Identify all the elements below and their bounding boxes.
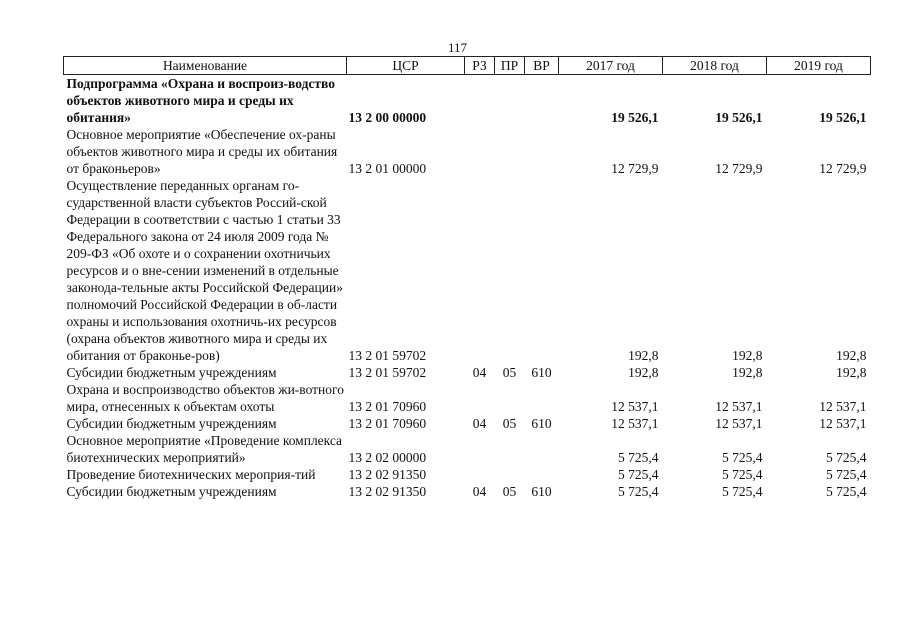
row-2017: 5 725,4 (618, 450, 659, 465)
header-vr: ВР (525, 57, 559, 75)
row-pr (495, 177, 525, 364)
row-2019: 192,8 (836, 365, 867, 380)
page-number: 117 (448, 40, 468, 55)
row-vr (525, 381, 559, 415)
row-rz: 04 (472, 484, 487, 499)
row-2019: 12 537,1 (819, 399, 867, 414)
budget-table (63, 56, 871, 500)
row-2019: 192,8 (836, 348, 867, 363)
row-2018: 192,8 (732, 365, 763, 380)
header-2019: 2019 год (767, 57, 871, 75)
row-2017: 12 729,9 (611, 161, 659, 176)
table-row (64, 483, 871, 500)
row-2018: 12 537,1 (715, 399, 763, 414)
table-row (64, 364, 871, 381)
row-vr (525, 177, 559, 364)
header-2018: 2018 год (663, 57, 767, 75)
row-rz (465, 177, 495, 364)
row-pr (495, 381, 525, 415)
row-2017: 192,8 (628, 365, 659, 380)
row-pr (495, 126, 525, 177)
row-vr: 610 (531, 416, 552, 431)
row-rz: 04 (472, 365, 487, 380)
row-name: Субсидии бюджетным учреждениям (66, 365, 277, 380)
row-csr: 13 2 02 91350 (348, 484, 427, 499)
table-row (64, 415, 871, 432)
header-csr: ЦСР (347, 57, 465, 75)
row-pr (495, 75, 525, 127)
table-row (64, 75, 871, 127)
row-2019: 12 537,1 (819, 416, 867, 431)
row-2019: 5 725,4 (826, 484, 867, 499)
row-pr (495, 466, 525, 483)
row-2017: 19 526,1 (611, 110, 659, 125)
table-header (64, 57, 871, 75)
row-2018: 5 725,4 (722, 484, 763, 499)
row-2017: 12 537,1 (611, 399, 659, 414)
row-vr (525, 466, 559, 483)
row-vr (525, 432, 559, 466)
row-vr (525, 75, 559, 127)
row-csr: 13 2 01 70960 (348, 399, 427, 414)
row-rz (465, 126, 495, 177)
row-2019: 12 729,9 (819, 161, 867, 176)
row-name: Основное мероприятие «Обеспечение ох-раны объектов животного мира и среды их обитания от браконьеров» (66, 127, 338, 176)
row-rz (465, 466, 495, 483)
row-2019: 5 725,4 (826, 467, 867, 482)
row-2017: 192,8 (628, 348, 659, 363)
row-csr: 13 2 02 00000 (348, 450, 427, 465)
row-2018: 12 537,1 (715, 416, 763, 431)
table-row (64, 177, 871, 364)
row-name: Охрана и воспроизводство объектов жи-вотного мира, отнесенных к объектам охоты (66, 382, 344, 414)
row-rz (465, 381, 495, 415)
row-2018: 192,8 (732, 348, 763, 363)
row-pr (495, 432, 525, 466)
row-2018: 5 725,4 (722, 450, 763, 465)
table-row (64, 381, 871, 415)
table-body (64, 75, 871, 501)
table-row (64, 466, 871, 483)
row-pr: 05 (502, 416, 517, 431)
row-pr: 05 (502, 365, 517, 380)
row-csr: 13 2 01 70960 (348, 416, 427, 431)
row-2018: 5 725,4 (722, 467, 763, 482)
row-name: Проведение биотехнических мероприя-тий (66, 467, 316, 482)
row-rz (465, 75, 495, 127)
header-2017: 2017 год (559, 57, 663, 75)
table-row (64, 432, 871, 466)
row-2019: 19 526,1 (819, 110, 867, 125)
table-row (64, 126, 871, 177)
row-2018: 19 526,1 (715, 110, 763, 125)
row-rz (465, 432, 495, 466)
row-name: Осуществление переданных органам го-сударственной власти субъектов Россий-ской Федерации в соответствии с частью 1 статьи 33 Федерального закона от 24 июля 2009 года № 209-ФЗ «Об охоте и о сохранении охотничьих ресурсов и о вне-сении изменений в отдельные законода-тельные акты Российской Федерации» полномочий Российской Федерации в об-ласти охраны и использования охотничь-их ресурсов (охрана объектов животного мира и среды их обитания от браконье-ров) (66, 178, 343, 363)
row-name: Основное мероприятие «Проведение комплекса биотехнических мероприятий» (66, 433, 343, 465)
header-rz: РЗ (465, 57, 495, 75)
row-csr: 13 2 01 00000 (348, 161, 427, 176)
row-name: Подпрограмма «Охрана и воспроиз-водство объектов животного мира и среды их обитания» (66, 76, 335, 125)
row-2018: 12 729,9 (715, 161, 763, 176)
header-name: Наименование (64, 57, 347, 75)
row-vr: 610 (531, 484, 552, 499)
header-pr: ПР (495, 57, 525, 75)
row-csr: 13 2 02 91350 (348, 467, 427, 482)
row-2019: 5 725,4 (826, 450, 867, 465)
row-name: Субсидии бюджетным учреждениям (66, 416, 277, 431)
row-csr: 13 2 01 59702 (348, 348, 427, 363)
row-2017: 12 537,1 (611, 416, 659, 431)
row-2017: 5 725,4 (618, 467, 659, 482)
row-csr: 13 2 00 00000 (348, 110, 427, 125)
row-rz: 04 (472, 416, 487, 431)
row-vr (525, 126, 559, 177)
row-pr: 05 (502, 484, 517, 499)
row-csr: 13 2 01 59702 (348, 365, 427, 380)
row-name: Субсидии бюджетным учреждениям (66, 484, 277, 499)
row-vr: 610 (531, 365, 552, 380)
row-2017: 5 725,4 (618, 484, 659, 499)
